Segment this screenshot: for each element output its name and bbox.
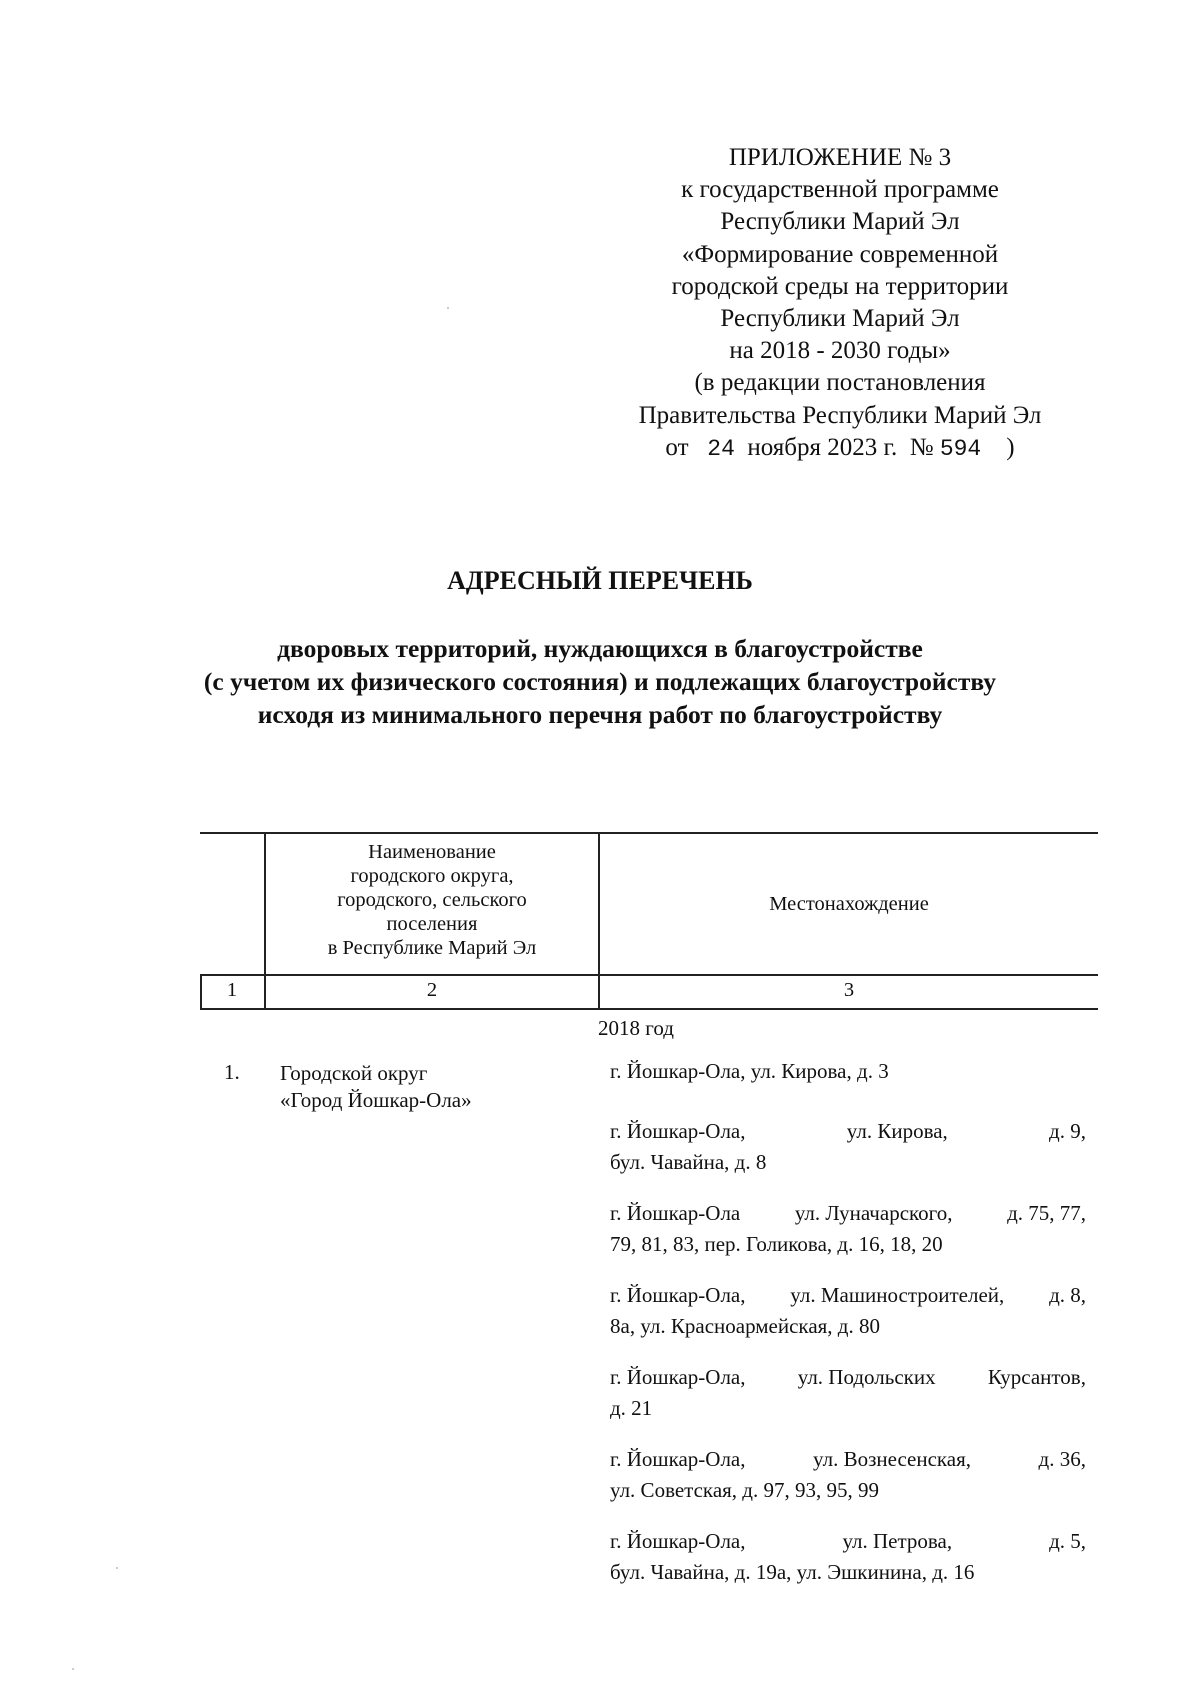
address-part: г. Йошкар-Ола, — [610, 1447, 746, 1471]
address-line — [610, 1116, 1086, 1147]
table-header — [200, 832, 1098, 1010]
appendix-line: городской среды на территории — [671, 272, 1009, 300]
municipality-name — [280, 1060, 472, 1114]
scan-speck — [116, 1567, 118, 1569]
address-line: бул. Чавайна, д. 8 — [610, 1150, 767, 1174]
address-entry — [610, 1116, 1086, 1178]
appendix-line: «Формирование современной — [681, 240, 999, 268]
address-part: ул. Вознесенская, — [813, 1447, 972, 1471]
address-part: д. 75, 77, — [1007, 1201, 1086, 1225]
subtitle-line: дворовых территорий, нуждающихся в благоустройстве — [277, 634, 923, 663]
appendix-line: (в редакции постановления — [694, 369, 986, 397]
appendix-line: к государственной программе — [681, 176, 999, 204]
document-title: АДРЕСНЫЙ ПЕРЕЧЕНЬ — [447, 566, 753, 595]
column-number-1: 1 — [226, 979, 238, 1001]
address-part: д. 36, — [1038, 1447, 1086, 1471]
address-part: г. Йошкар-Ола, — [610, 1529, 746, 1553]
municipality-line: «Город Йошкар-Ола» — [280, 1088, 472, 1112]
address-part: ул. Машиностроителей, — [790, 1283, 1005, 1307]
row-number: 1. — [224, 1060, 240, 1084]
address-entry — [610, 1526, 1086, 1588]
header-divider — [200, 974, 1098, 976]
address-part: д. 9, — [1049, 1119, 1086, 1143]
address-line: бул. Чавайна, д. 19а, ул. Эшкинина, д. 16 — [610, 1560, 975, 1584]
header-line: городского, сельского — [337, 889, 527, 911]
column-number-3: 3 — [843, 979, 855, 1001]
address-entry — [610, 1362, 1086, 1424]
address-part: ул. Подольских — [797, 1365, 936, 1389]
column-number-2: 2 — [426, 979, 438, 1001]
address-line: г. Йошкар-Ола, ул. Кирова, д. 3 — [610, 1059, 889, 1083]
subtitle-line: (с учетом их физического состояния) и подлежащих благоустройству — [203, 667, 997, 696]
address-line: ул. Советская, д. 97, 93, 95, 99 — [610, 1478, 879, 1502]
address-entry — [610, 1444, 1086, 1506]
scan-speck — [72, 1668, 74, 1670]
address-line — [610, 1362, 1086, 1393]
address-part: ул. Петрова, — [842, 1529, 953, 1553]
address-line — [610, 1526, 1086, 1557]
address-part: д. 5, — [1049, 1529, 1086, 1553]
resolution-number: 594 — [939, 435, 982, 462]
header-line: городского округа, — [350, 865, 514, 887]
municipality-line: Городской округ — [280, 1061, 428, 1085]
address-part: д. 8, — [1049, 1283, 1086, 1307]
address-line — [610, 1198, 1086, 1229]
address-line: 79, 81, 83, пер. Голикова, д. 16, 18, 20 — [610, 1232, 943, 1256]
header-line: Наименование — [368, 841, 496, 863]
address-part: г. Йошкар-Ола, — [610, 1283, 746, 1307]
resolution-month-year: ноября 2023 г. — [747, 433, 898, 461]
header-municipality — [266, 840, 598, 960]
address-line: д. 21 — [610, 1396, 653, 1420]
address-part: г. Йошкар-Ола, — [610, 1365, 746, 1389]
close-paren: ) — [1006, 433, 1015, 461]
appendix-line: на 2018 - 2030 годы» — [729, 337, 951, 365]
resolution-day: 24 — [707, 435, 735, 462]
address-entry — [610, 1280, 1086, 1342]
scan-speck — [447, 307, 449, 309]
address-entry — [610, 1056, 1086, 1087]
resolution-date-line — [610, 432, 1070, 465]
address-part: г. Йошкар-Ола — [610, 1201, 741, 1225]
subtitle-line: исходя из минимального перечня работ по благоустройству — [257, 700, 943, 729]
appendix-line: Правительства Республики Марий Эл — [638, 401, 1042, 429]
address-line: 8а, ул. Красноармейская, д. 80 — [610, 1314, 880, 1338]
address-part: г. Йошкар-Ола, — [610, 1119, 746, 1143]
appendix-block — [610, 142, 1070, 465]
header-location: Местонахождение — [769, 893, 929, 915]
address-entry — [610, 1198, 1086, 1260]
header-line: в Республике Марий Эл — [327, 937, 537, 959]
date-prefix: от — [665, 433, 689, 461]
address-part: ул. Кирова, — [846, 1119, 948, 1143]
appendix-line: Республики Марий Эл — [720, 305, 960, 333]
address-part: ул. Луначарского, — [794, 1201, 953, 1225]
address-part: Курсантов, — [987, 1365, 1086, 1389]
year-label: 2018 год — [598, 1016, 674, 1040]
document-subtitle — [100, 632, 1100, 731]
address-line — [610, 1444, 1086, 1475]
number-sign: № — [909, 433, 934, 461]
appendix-line: Республики Марий Эл — [720, 208, 960, 236]
address-line — [610, 1280, 1086, 1311]
header-line: поселения — [386, 913, 478, 935]
appendix-number: ПРИЛОЖЕНИЕ № 3 — [728, 144, 952, 171]
